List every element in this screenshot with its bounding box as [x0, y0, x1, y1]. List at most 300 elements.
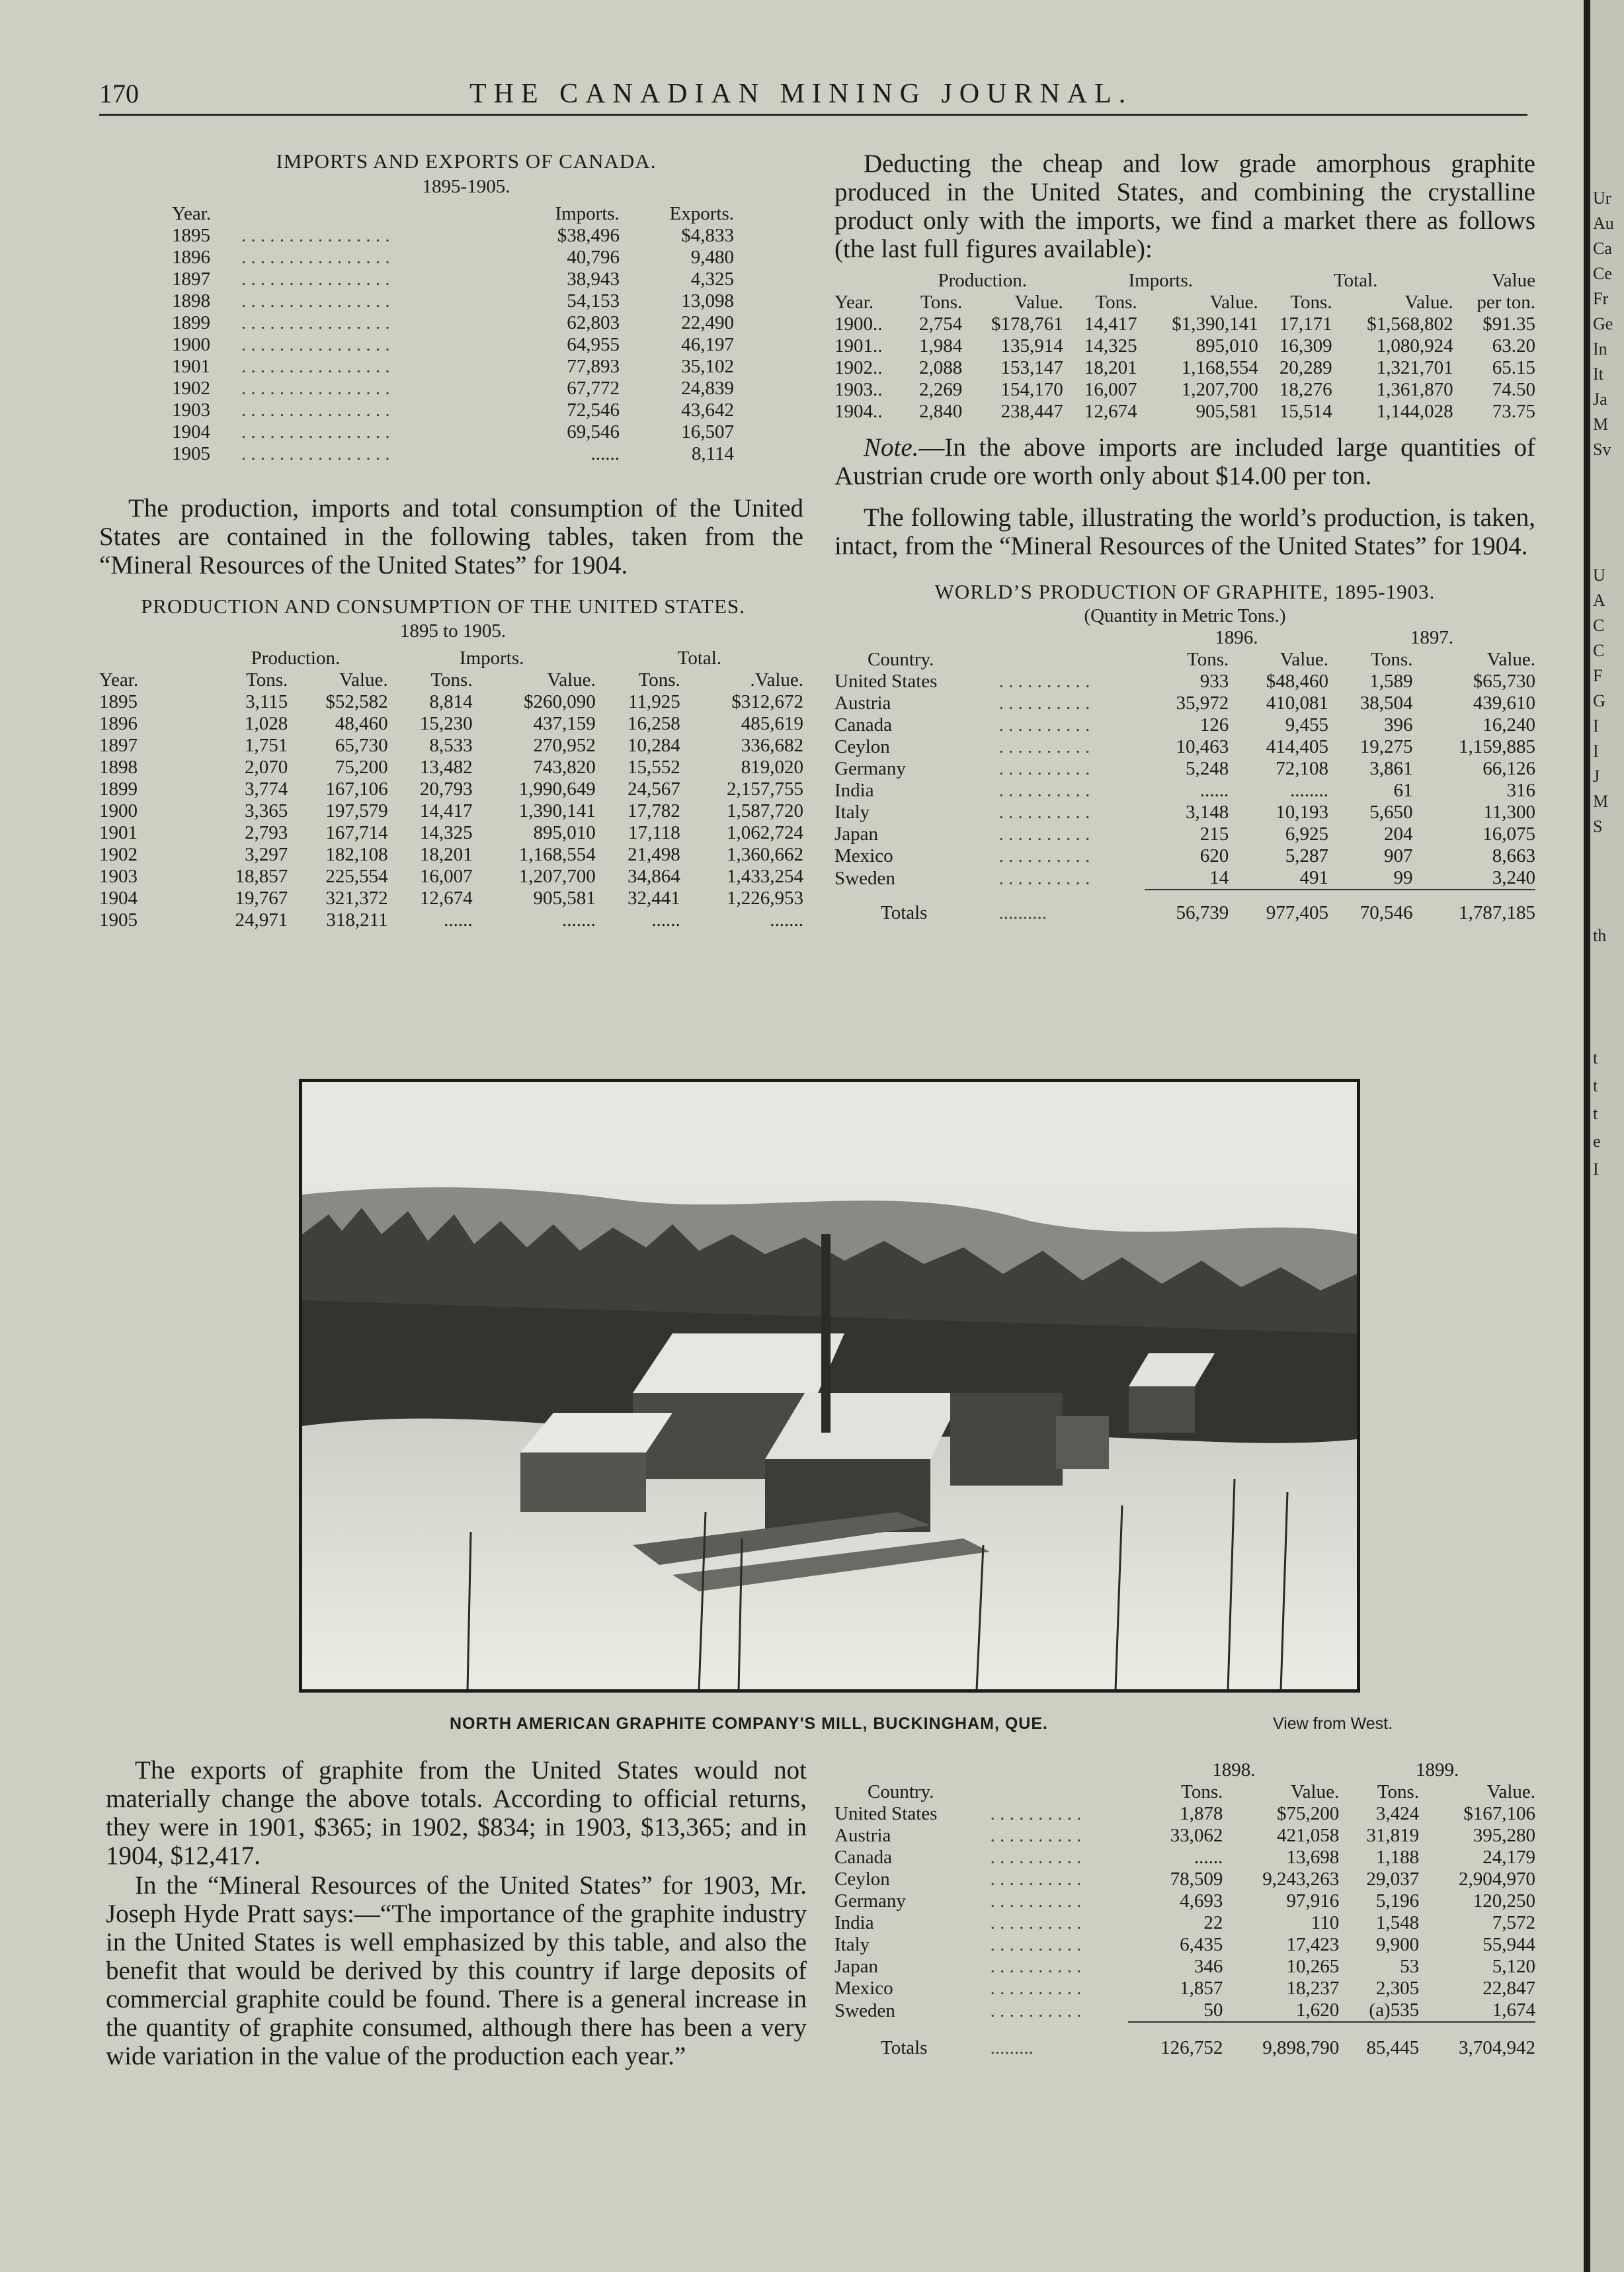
value-cell: 12,674: [419, 888, 473, 909]
adjacent-page-text: J: [1593, 767, 1600, 786]
imports-cell: 38,943: [567, 269, 620, 290]
adjacent-page-text: Ce: [1593, 264, 1612, 283]
value-cell: 1,990,649: [518, 778, 596, 800]
row-label: 1904: [99, 888, 138, 909]
value-cell: 1,168,554: [1181, 357, 1258, 378]
value-cell: 35,972: [1176, 693, 1229, 714]
col-year: Year.: [834, 292, 874, 313]
value-cell: 18,276: [1279, 379, 1332, 400]
value-cell: 61: [1393, 780, 1413, 801]
table-row: India . . . . . . . . . . 22 110 1,548 7,572: [834, 1912, 1535, 1933]
table-row: Japan . . . . . . . . . . 215 6,925 204 16,075: [834, 823, 1535, 845]
col-country: Country.: [868, 649, 934, 670]
value-cell: 22,847: [1482, 1978, 1535, 1999]
adjacent-page-text: Ur: [1593, 189, 1611, 208]
following-paragraph: The following table, illustrating the world’s production, is taken, intact, from the “Mineral Resources of the United States” for 1904.: [834, 503, 1535, 560]
totals-row: Totals .......... 56,739 977,405 70,546 1,787,185: [834, 902, 1535, 924]
group-production: Production.: [938, 270, 1027, 291]
exports-cell: 22,490: [681, 312, 734, 333]
table-row: India . . . . . . . . . . ...... ........ 61 316: [834, 780, 1535, 801]
value-cell: 167,106: [325, 778, 388, 800]
table-row: Sweden . . . . . . . . . . 50 1,620 (a)535 1,674: [834, 1999, 1535, 2021]
table-row: United States . . . . . . . . . . 1,878 $75,200 3,424 $167,106: [834, 1803, 1535, 1824]
value-cell: 1,207,700: [1181, 379, 1258, 400]
row-label: Sweden: [834, 867, 895, 889]
table-row: Canada . . . . . . . . . . ...... 13,698 1,188 24,179: [834, 1847, 1535, 1868]
table-row: 1896 . . . . . . . . . . . . . . . . 40,796 9,480: [172, 247, 734, 268]
col-tons: Tons.: [1290, 292, 1332, 313]
value-cell: 439,610: [1473, 693, 1535, 714]
value-cell: 1,620: [1295, 1999, 1340, 2021]
row-label: Canada: [834, 714, 892, 736]
table-row: Ceylon . . . . . . . . . . 78,509 9,243,263 29,037 2,904,970: [834, 1869, 1535, 1890]
adjacent-page-text: Ge: [1593, 314, 1613, 333]
value-cell: 16,240: [1482, 714, 1535, 736]
value-cell: 11,925: [628, 691, 680, 712]
value-cell: $91.35: [1482, 314, 1535, 335]
mill-photo-image: [302, 1082, 1357, 1689]
value-cell: 437,159: [533, 713, 596, 734]
deducting-paragraph: Deducting the cheap and low grade amorphous graphite produced in the United States, and combining the crystalline product only with the imports, we find a market there as follows (the last full figures available):: [834, 149, 1535, 263]
table-row: [99, 800, 803, 822]
imports-cell: $38,496: [557, 225, 620, 246]
year-cell: 1897: [172, 269, 210, 290]
value-cell: 20,793: [419, 778, 473, 800]
year-cell: 1902: [172, 378, 210, 399]
photo-caption: NORTH AMERICAN GRAPHITE COMPANY'S MILL, BUCKINGHAM, QUE.: [450, 1714, 1048, 1733]
row-label: Japan: [834, 1956, 879, 1977]
table-row: 1900 . . . . . . . . . . . . . . . . 64,955 46,197: [172, 334, 734, 355]
value-cell: 11,300: [1483, 802, 1535, 823]
col-year: Year.: [99, 669, 139, 691]
world-table-subtitle: (Quantity in Metric Tons.): [1084, 605, 1286, 626]
adjacent-page-text: F: [1593, 666, 1603, 685]
value-cell: 1,674: [1492, 1999, 1535, 2021]
adjacent-page-text: M: [1593, 415, 1609, 434]
table-row: United States . . . . . . . . . . 933 $48,460 1,589 $65,730: [834, 671, 1535, 692]
value-cell: 110: [1311, 1912, 1340, 1933]
imports-exports-title: IMPORTS AND EXPORTS OF CANADA.: [276, 149, 657, 173]
exports-paragraph: The exports of graphite from the United States would not materially change the above totals. According to official returns, they were in 1901, $365; in 1902, $834; in 1903, $13,365; and in 1904, $12,417.: [106, 1756, 807, 1870]
value-cell: 74.50: [1492, 379, 1535, 400]
exports-cell: 9,480: [690, 247, 734, 268]
total-value: 1,787,185: [1459, 902, 1535, 923]
year-cell: 1901: [172, 356, 210, 377]
value-cell: 238,447: [1000, 401, 1063, 422]
value-cell: 905,581: [533, 888, 596, 909]
col-imports: Imports.: [555, 203, 620, 224]
world-production-table-1898-1899: [834, 1759, 1535, 2059]
table-row: [834, 379, 1535, 401]
value-cell: 72,108: [1276, 758, 1328, 779]
value-cell: 1,159,885: [1459, 736, 1535, 757]
value-cell: 9,243,263: [1262, 1869, 1340, 1890]
col-value: Value.: [1209, 292, 1258, 313]
value-cell: 65.15: [1492, 357, 1535, 378]
table-row: 1902 . . . . . . . . . . . . . . . . 67,772 24,839: [172, 378, 734, 399]
value-cell: 10,463: [1176, 736, 1229, 757]
value-cell: 620: [1199, 845, 1229, 866]
value-cell: 14,417: [419, 800, 473, 821]
exports-cell: $4,833: [681, 225, 734, 246]
imports-cell: 72,546: [567, 400, 620, 421]
left-column-bottom: [106, 1756, 807, 2070]
row-label: Sweden: [834, 1999, 895, 2021]
value-cell: 270,952: [533, 735, 596, 756]
value-cell: 50: [1203, 1999, 1223, 2021]
col-value: Value.: [547, 669, 596, 691]
exports-cell: 13,098: [681, 290, 734, 312]
value-cell: 13,698: [1286, 1847, 1340, 1868]
row-label: Japan: [834, 823, 879, 845]
value-cell: 1,587,720: [727, 800, 803, 821]
col-value: Value.: [1486, 1781, 1535, 1802]
year-1898: 1898.: [1212, 1759, 1256, 1781]
adjacent-page-text: A: [1593, 591, 1605, 610]
total-value: 3,704,942: [1459, 2037, 1535, 2058]
value-cell: ........: [1289, 780, 1328, 801]
value-cell: 3,774: [245, 778, 288, 800]
table-row: Canada . . . . . . . . . . 126 9,455 396 16,240: [834, 714, 1535, 736]
group-imports: Imports.: [1128, 270, 1193, 291]
value-cell: 15,230: [419, 713, 473, 734]
table-row: [834, 314, 1535, 335]
us-table-years: 1895 to 1905.: [399, 620, 507, 642]
adjacent-page-text: e: [1593, 1132, 1601, 1151]
row-label: 1900..: [834, 314, 883, 335]
col-tons: Tons.: [1095, 292, 1137, 313]
col-country: Country.: [868, 1781, 934, 1802]
col-tons: Tons.: [1371, 649, 1413, 670]
year-cell: 1896: [172, 247, 210, 268]
value-cell: 24,971: [235, 909, 288, 931]
value-cell: 1,857: [1180, 1978, 1223, 1999]
table-row: 1903 . . . . . . . . . . . . . . . . 72,546 43,642: [172, 400, 734, 421]
value-cell: 395,280: [1473, 1825, 1535, 1846]
exports-cell: 35,102: [681, 356, 734, 377]
value-cell: 8,533: [429, 735, 473, 756]
row-label: Italy: [834, 1934, 870, 1955]
value-cell: 17,171: [1279, 314, 1332, 335]
world-production-table-1896-1897: [834, 627, 1535, 924]
note-paragraph: [834, 433, 1535, 490]
value-cell: 1,028: [245, 713, 288, 734]
totals-row: Totals ......... 126,752 9,898,790 85,445 3,704,942: [834, 2037, 1535, 2059]
value-cell: 2,840: [918, 401, 963, 422]
value-cell: ......: [1199, 780, 1229, 801]
value-cell: 48,460: [335, 713, 388, 734]
exports-cell: 46,197: [681, 334, 734, 355]
pratt-paragraph: In the “Mineral Resources of the United States” for 1903, Mr. Joseph Hyde Pratt says:—“The importance of the graphite industry in the United States is well emphasized by this table, and also the benefit that would be derived by this country if large deposits of commercial graphite could be found. There is a general increase in the quantity of graphite consumed, although there has been a very wide variation in the value of the production each year.”: [106, 1871, 807, 2070]
adjacent-page-text: Sv: [1593, 440, 1611, 459]
value-cell: 336,682: [741, 735, 803, 756]
table-row: [99, 778, 803, 800]
year-cell: 1900: [172, 334, 210, 355]
row-label: 1903: [99, 866, 138, 887]
value-cell: 31,819: [1366, 1825, 1420, 1846]
adjacent-page-text: It: [1593, 364, 1604, 384]
value-cell: 1,168,554: [518, 844, 596, 865]
value-cell: 318,211: [326, 909, 388, 931]
col-exports: Exports.: [669, 203, 734, 224]
value-cell: 414,405: [1266, 736, 1328, 757]
value-cell: 12,674: [1084, 401, 1137, 422]
table-row: [99, 735, 803, 757]
value-cell: 5,248: [1186, 758, 1229, 779]
table-row: Italy . . . . . . . . . . 6,435 17,423 9,900 55,944: [834, 1934, 1535, 1955]
value-cell: 895,010: [533, 822, 596, 843]
value-cell: 225,554: [325, 866, 388, 887]
value-cell: 3,297: [245, 844, 288, 865]
table-row: [99, 909, 803, 931]
table-row: Sweden . . . . . . . . . . 14 491 99 3,240: [834, 867, 1535, 889]
exports-cell: 8,114: [691, 443, 734, 464]
value-cell: 10,193: [1276, 802, 1328, 823]
row-label: India: [834, 1912, 874, 1933]
table-row: [99, 822, 803, 844]
value-cell: $1,390,141: [1172, 314, 1258, 335]
value-cell: 18,857: [235, 866, 288, 887]
value-cell: 53: [1400, 1956, 1420, 1977]
value-cell: 346: [1194, 1956, 1223, 1977]
table-row: Austria . . . . . . . . . . 35,972 410,081 38,504 439,610: [834, 693, 1535, 714]
table-row: 1904 . . . . . . . . . . . . . . . . 69,546 16,507: [172, 421, 734, 442]
value-cell: 6,435: [1180, 1934, 1223, 1955]
value-cell: 1,751: [245, 735, 288, 756]
value-cell: 3,365: [245, 800, 288, 821]
adjacent-page-text: In: [1593, 339, 1607, 358]
value-cell: ......: [444, 909, 473, 931]
group-imports: Imports.: [459, 648, 524, 669]
value-cell: 22: [1203, 1912, 1223, 1933]
value-cell: 65,730: [335, 735, 388, 756]
value-cell: 18,201: [1084, 357, 1137, 378]
adjacent-page-text: I: [1593, 716, 1599, 736]
value-cell: 2,754: [918, 314, 963, 335]
row-label: 1897: [99, 735, 138, 756]
value-cell: 16,007: [1084, 379, 1137, 400]
value-cell: 1,321,701: [1376, 357, 1453, 378]
table-row: 1899 . . . . . . . . . . . . . . . . 62,803 22,490: [172, 312, 734, 333]
col-tons: Tons.: [1181, 1781, 1223, 1802]
value-cell: $178,761: [991, 314, 1063, 335]
value-cell: 17,423: [1286, 1934, 1340, 1955]
value-cell: 33,062: [1170, 1825, 1223, 1846]
adjacent-page-text: U: [1593, 566, 1605, 585]
value-cell: 933: [1199, 671, 1229, 692]
col-year: Year.: [172, 203, 212, 224]
col-value: Value.: [1404, 292, 1453, 313]
value-cell: 485,619: [741, 713, 803, 734]
row-label: 1902..: [834, 357, 883, 378]
adjacent-page-text: th: [1593, 926, 1607, 945]
value-cell: 1,878: [1180, 1803, 1223, 1824]
value-cell: 14,325: [419, 822, 473, 843]
total-value: 9,898,790: [1262, 2037, 1340, 2058]
value-cell: 15,514: [1279, 401, 1332, 422]
adjacent-page-text: G: [1593, 691, 1605, 710]
year-1897: 1897.: [1410, 627, 1454, 648]
value-cell: 2,157,755: [727, 778, 803, 800]
page-number: 170: [99, 79, 139, 108]
value-cell: 1,226,953: [727, 888, 803, 909]
value-cell: 5,120: [1492, 1956, 1535, 1977]
value-cell: 29,037: [1366, 1869, 1420, 1890]
year-cell: 1898: [172, 290, 210, 312]
col-value: Value.: [1279, 649, 1328, 670]
value-cell: $1,568,802: [1367, 314, 1453, 335]
row-label: 1895: [99, 691, 138, 712]
adjacent-page-edge: [1590, 0, 1624, 2272]
value-cell: 5,196: [1375, 1890, 1420, 1912]
journal-title: THE CANADIAN MINING JOURNAL.: [469, 79, 1133, 109]
year-1896: 1896.: [1215, 627, 1258, 648]
value-cell: 66,126: [1482, 758, 1535, 779]
value-cell: 3,115: [245, 691, 288, 712]
row-label: Austria: [834, 1825, 891, 1846]
table-row: [834, 357, 1535, 379]
value-cell: 99: [1393, 867, 1413, 888]
world-table-title: WORLD’S PRODUCTION OF GRAPHITE, 1895-1903.: [934, 580, 1436, 603]
table-row: Germany . . . . . . . . . . 4,693 97,916 5,196 120,250: [834, 1890, 1535, 1912]
value-cell: 215: [1199, 823, 1229, 845]
col-value: Value.: [339, 669, 388, 691]
value-cell: 6,925: [1285, 823, 1328, 845]
value-cell: 8,663: [1492, 845, 1535, 866]
adjacent-page-text: S: [1593, 817, 1603, 836]
header-rule: [99, 114, 1527, 116]
value-cell: 1,144,028: [1376, 401, 1453, 422]
value-cell: 3,424: [1375, 1803, 1420, 1824]
col-value: Value.: [1014, 292, 1063, 313]
row-label: 1899: [99, 778, 138, 800]
note-label: Note.: [864, 433, 919, 462]
col-value: Value.: [1486, 649, 1535, 670]
value-cell: 16,075: [1482, 823, 1535, 845]
value-cell: 24,179: [1482, 1847, 1535, 1868]
exports-cell: 4,325: [690, 269, 734, 290]
row-label: Mexico: [834, 1978, 893, 1999]
value-cell: $65,730: [1473, 671, 1535, 692]
value-cell: 3,861: [1369, 758, 1413, 779]
value-cell: $312,672: [731, 691, 803, 712]
year-cell: 1899: [172, 312, 210, 333]
imports-cell: 67,772: [567, 378, 620, 399]
value-cell: 32,441: [628, 888, 680, 909]
table-row: Italy . . . . . . . . . . 3,148 10,193 5,650 11,300: [834, 802, 1535, 823]
row-label: 1905: [99, 909, 138, 931]
table-row: [99, 888, 803, 909]
value-cell: 5,287: [1285, 845, 1328, 866]
table-row: 1897 . . . . . . . . . . . . . . . . 38,943 4,325: [172, 269, 734, 290]
value-cell: $52,582: [325, 691, 388, 712]
group-value: Value: [1491, 270, 1535, 291]
value-cell: 743,820: [533, 757, 596, 778]
value-cell: 1,984: [918, 335, 963, 357]
table-row: Mexico . . . . . . . . . . 1,857 18,237 2,305 22,847: [834, 1978, 1535, 1999]
value-cell: 396: [1383, 714, 1413, 736]
row-label: 1901..: [834, 335, 883, 357]
value-cell: 14,325: [1084, 335, 1137, 357]
imports-cell: 77,893: [567, 356, 620, 377]
value-cell: 17,118: [628, 822, 680, 843]
value-cell: 2,269: [918, 379, 963, 400]
adjacent-page-text: M: [1593, 792, 1609, 811]
row-label: 1904..: [834, 401, 883, 422]
table-row: Austria . . . . . . . . . . 33,062 421,058 31,819 395,280: [834, 1825, 1535, 1846]
total-tons: 56,739: [1176, 902, 1229, 923]
value-cell: 197,579: [325, 800, 388, 821]
row-label: Italy: [834, 802, 870, 823]
value-cell: 182,108: [325, 844, 388, 865]
group-production: Production.: [251, 648, 341, 669]
value-cell: 1,080,924: [1376, 335, 1453, 357]
group-total: Total.: [677, 648, 722, 669]
value-cell: 2,070: [245, 757, 288, 778]
value-cell: 1,390,141: [518, 800, 596, 821]
value-cell: 1,062,724: [727, 822, 803, 843]
value-cell: 13,482: [419, 757, 473, 778]
row-label: Austria: [834, 693, 891, 714]
value-cell: 63.20: [1492, 335, 1535, 357]
value-cell: 8,814: [429, 691, 473, 712]
table-row: 1895 . . . . . . . . . . . . . . . . $38,496 $4,833: [172, 225, 734, 246]
row-label: 1901: [99, 822, 138, 843]
value-cell: 905,581: [1196, 401, 1258, 422]
imports-cell: 40,796: [567, 247, 620, 268]
row-label: Ceylon: [834, 736, 890, 757]
adjacent-page-text: Au: [1593, 214, 1614, 233]
table-row: Ceylon . . . . . . . . . . 10,463 414,405 19,275 1,159,885: [834, 736, 1535, 757]
value-cell: 135,914: [1000, 335, 1063, 357]
year-cell: 1905: [172, 443, 210, 464]
totals-label: Totals: [881, 902, 928, 923]
adjacent-page-text: Ja: [1593, 390, 1607, 409]
value-cell: 21,498: [628, 844, 680, 865]
table-row: 1898 . . . . . . . . . . . . . . . . 54,153 13,098: [172, 290, 734, 312]
mill-photograph: [299, 1079, 1360, 1693]
value-cell: 819,020: [741, 757, 803, 778]
value-cell: 9,900: [1375, 1934, 1420, 1955]
col-tons: Tons.: [920, 292, 963, 313]
value-cell: 1,360,662: [727, 844, 803, 865]
table-row: Mexico . . . . . . . . . . 620 5,287 907 8,663: [834, 845, 1535, 866]
value-cell: 120,250: [1473, 1890, 1535, 1912]
adjacent-page-text: t: [1593, 1076, 1598, 1095]
value-cell: 1,188: [1375, 1847, 1420, 1868]
table-row: Germany . . . . . . . . . . 5,248 72,108 3,861 66,126: [834, 758, 1535, 779]
adjacent-page-text: I: [1593, 1159, 1599, 1179]
adjacent-page-text: C: [1593, 616, 1605, 635]
table-row: [99, 691, 803, 713]
group-total: Total.: [1333, 270, 1378, 291]
value-cell: ......: [651, 909, 680, 931]
value-cell: 14,417: [1084, 314, 1137, 335]
value-cell: 421,058: [1276, 1825, 1340, 1846]
table-row: 1905 . . . . . . . . . . . . . . . . ...... 8,114: [172, 443, 734, 464]
table-row: [99, 844, 803, 866]
right-column-bottom: [834, 1759, 1535, 2059]
adjacent-page-text: t: [1593, 1104, 1598, 1123]
value-cell: $75,200: [1276, 1803, 1340, 1824]
left-column-top: [99, 149, 807, 931]
value-cell: 19,275: [1360, 736, 1413, 757]
col-tons: Tons.: [1377, 1781, 1420, 1802]
value-cell: .......: [770, 909, 803, 931]
imports-cell: ......: [590, 443, 620, 464]
value-cell: 16,258: [628, 713, 680, 734]
value-cell: 2,088: [918, 357, 963, 378]
